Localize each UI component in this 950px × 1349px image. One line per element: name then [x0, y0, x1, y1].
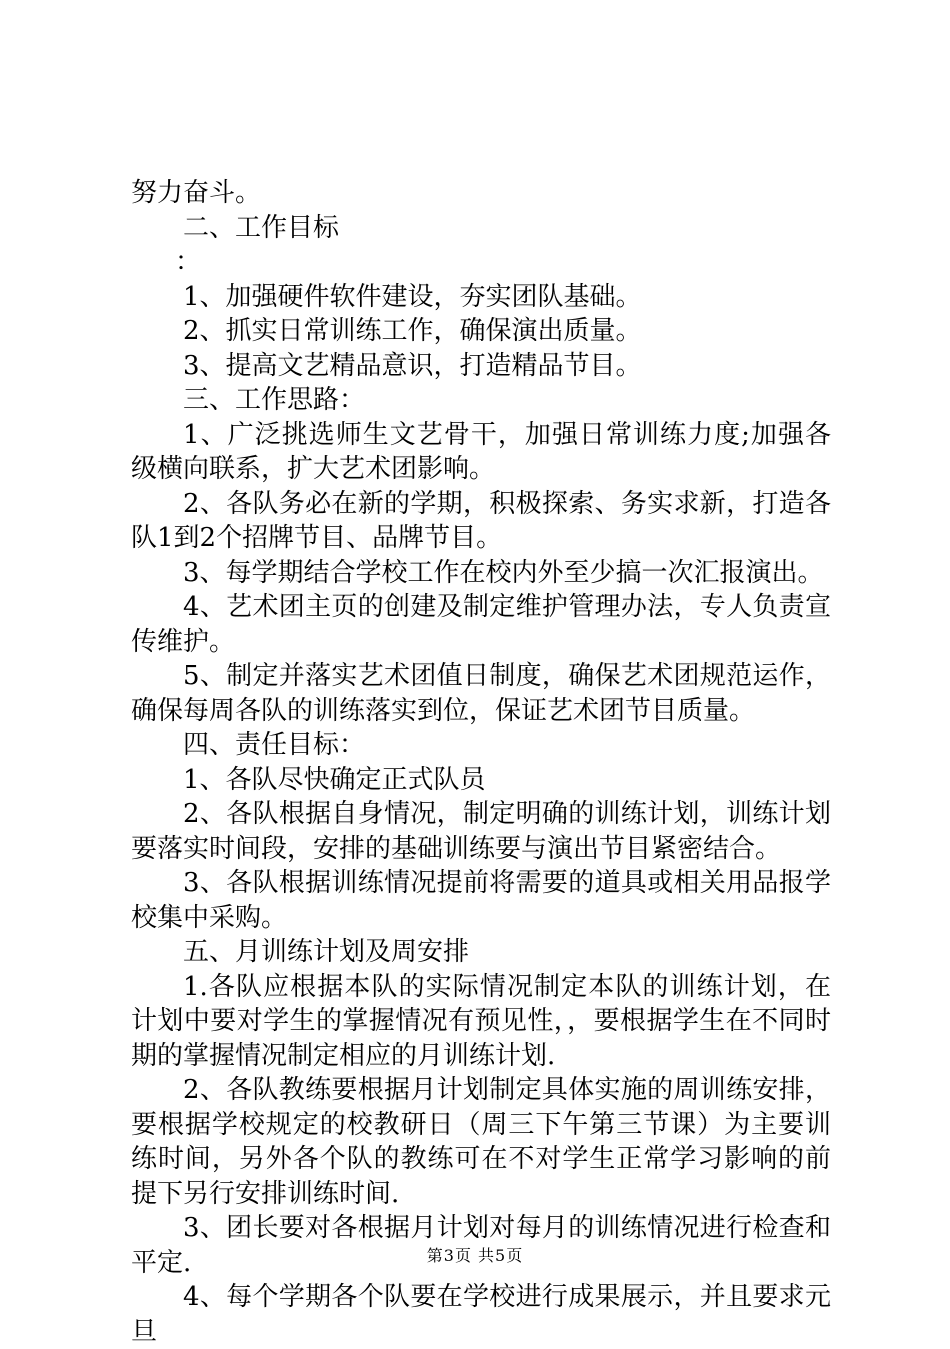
page-number-footer: 第3页 共5页: [426, 1246, 524, 1265]
paragraph-item: 1、各队尽快确定正式队员: [183, 764, 486, 795]
paragraph-item: 2、各队务必在新的学期，积极探索、务实求新，打造各队1到2个招牌节目、品牌节目。: [131, 488, 831, 553]
paragraph-item: 1、广泛挑选师生文艺骨干，加强日常训练力度;加强各级横向联系，扩大艺术团影响。: [131, 419, 831, 484]
paragraph-item: 2、抓实日常训练工作，确保演出质量。: [183, 316, 642, 346]
paragraph-item: 1.各队应根据本队的实际情况制定本队的训练计划，在计划中要对学生的掌握情况有预见性，，要根据学生在不同时期的掌握情况制定相应的月训练计划.: [131, 971, 831, 1071]
paragraph-item: 4、艺术团主页的创建及制定维护管理办法，专人负责宣传维护。: [131, 592, 831, 657]
paragraph-colon: ：: [175, 247, 202, 277]
section-heading-approach: 三、工作思路：: [183, 385, 366, 415]
paragraph-continuation: 努力奋斗。: [131, 178, 262, 208]
section-heading-monthly-plan: 五、月训练计划及周安排: [183, 937, 470, 967]
paragraph-item: 3、提高文艺精品意识，打造精品节目。: [183, 350, 642, 381]
paragraph-item: 3、团长要对各根据月计划对每月的训练情况进行检查和平定.: [131, 1213, 831, 1278]
paragraph-item: 2、各队教练要根据月计划制定具体实施的周训练安排，要根据学校规定的校教研日（周三下午第三节课）为主要训练时间，另外各个队的教练可在不对学生正常学习影响的前提下另行安排训练时间.: [131, 1075, 831, 1209]
section-heading-responsibility: 四、责任目标：: [183, 730, 366, 760]
section-heading-goals: 二、工作目标: [183, 212, 340, 243]
paragraph-item: 1、加强硬件软件建设，夯实团队基础。: [183, 281, 642, 312]
paragraph-item: 2、各队根据自身情况，制定明确的训练计划，训练计划要落实时间段，安排的基础训练要与演出节目紧密结合。: [131, 799, 831, 864]
paragraph-item: 3、每学期结合学校工作在校内外至少搞一次汇报演出。: [183, 557, 824, 588]
paragraph-item: 3、各队根据训练情况提前将需要的道具或相关用品报学校集中采购。: [131, 868, 831, 933]
paragraph-item: 5、制定并落实艺术团值日制度，确保艺术团规范运作，确保每周各队的训练落实到位，保证艺术团节目质量。: [131, 661, 831, 726]
paragraph-item: 4、每个学期各个队要在学校进行成果展示，并且要求元旦: [131, 1282, 831, 1347]
document-body: [131, 176, 831, 1349]
